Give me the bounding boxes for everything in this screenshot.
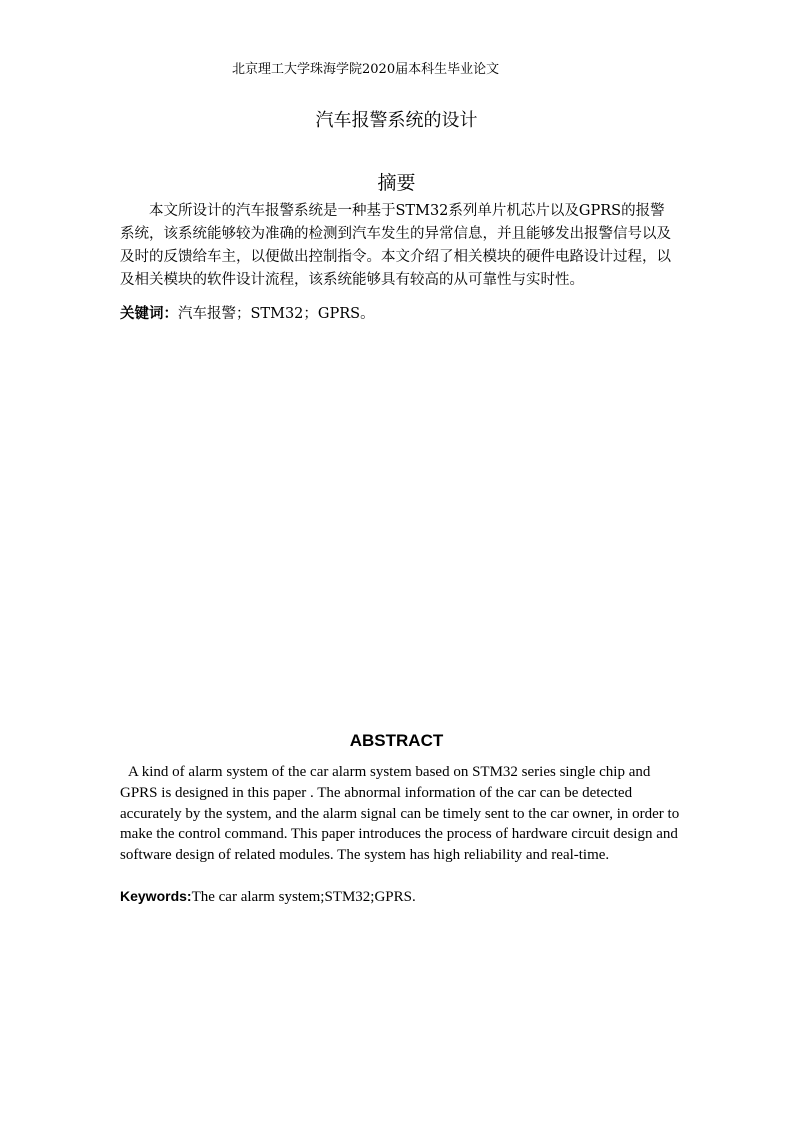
abstract-body-en: A kind of alarm system of the car alarm system based on STM32 series single chip and GPRS is designed in this paper . The abnormal information of the car can be detected accurately by the system, and the alarm signal can be timely sent to the car owner, in order to make the control command. This paper introduces the process of hardware circuit design and software design of related modules. The system has high reliability and real-time. [120, 764, 680, 864]
keywords-value-en: The car alarm system;STM32;GPRS. [191, 889, 416, 905]
abstract-heading-en: ABSTRACT [349, 731, 444, 750]
abstract-body-cn: 本文所设计的汽车报警系统是一种基于STM32系列单片机芯片以及GPRS的报警系统，该系统能够较为准确的检测到汽车发生的异常信息，并且能够发出报警信号以及及时的反馈给车主，以便做出控制指令。本文介绍了相关模块的硬件电路设计过程，以及相关模块的软件设计流程，该系统能够具有较高的从可靠性与实时性。 [120, 203, 671, 288]
keywords-label-en: Keywords: [120, 888, 192, 904]
running-header: 北京理工大学珠海学院2020届本科生毕业论文 [232, 62, 500, 77]
keywords-label-cn: 关键词： [120, 306, 178, 322]
keywords-cn [120, 303, 375, 325]
abstract-heading-cn: 摘要 [377, 172, 416, 194]
paper-title: 汽车报警系统的设计 [315, 110, 478, 131]
keywords-en [120, 886, 416, 907]
keywords-value-cn: 汽车报警；STM32；GPRS。 [178, 306, 375, 322]
